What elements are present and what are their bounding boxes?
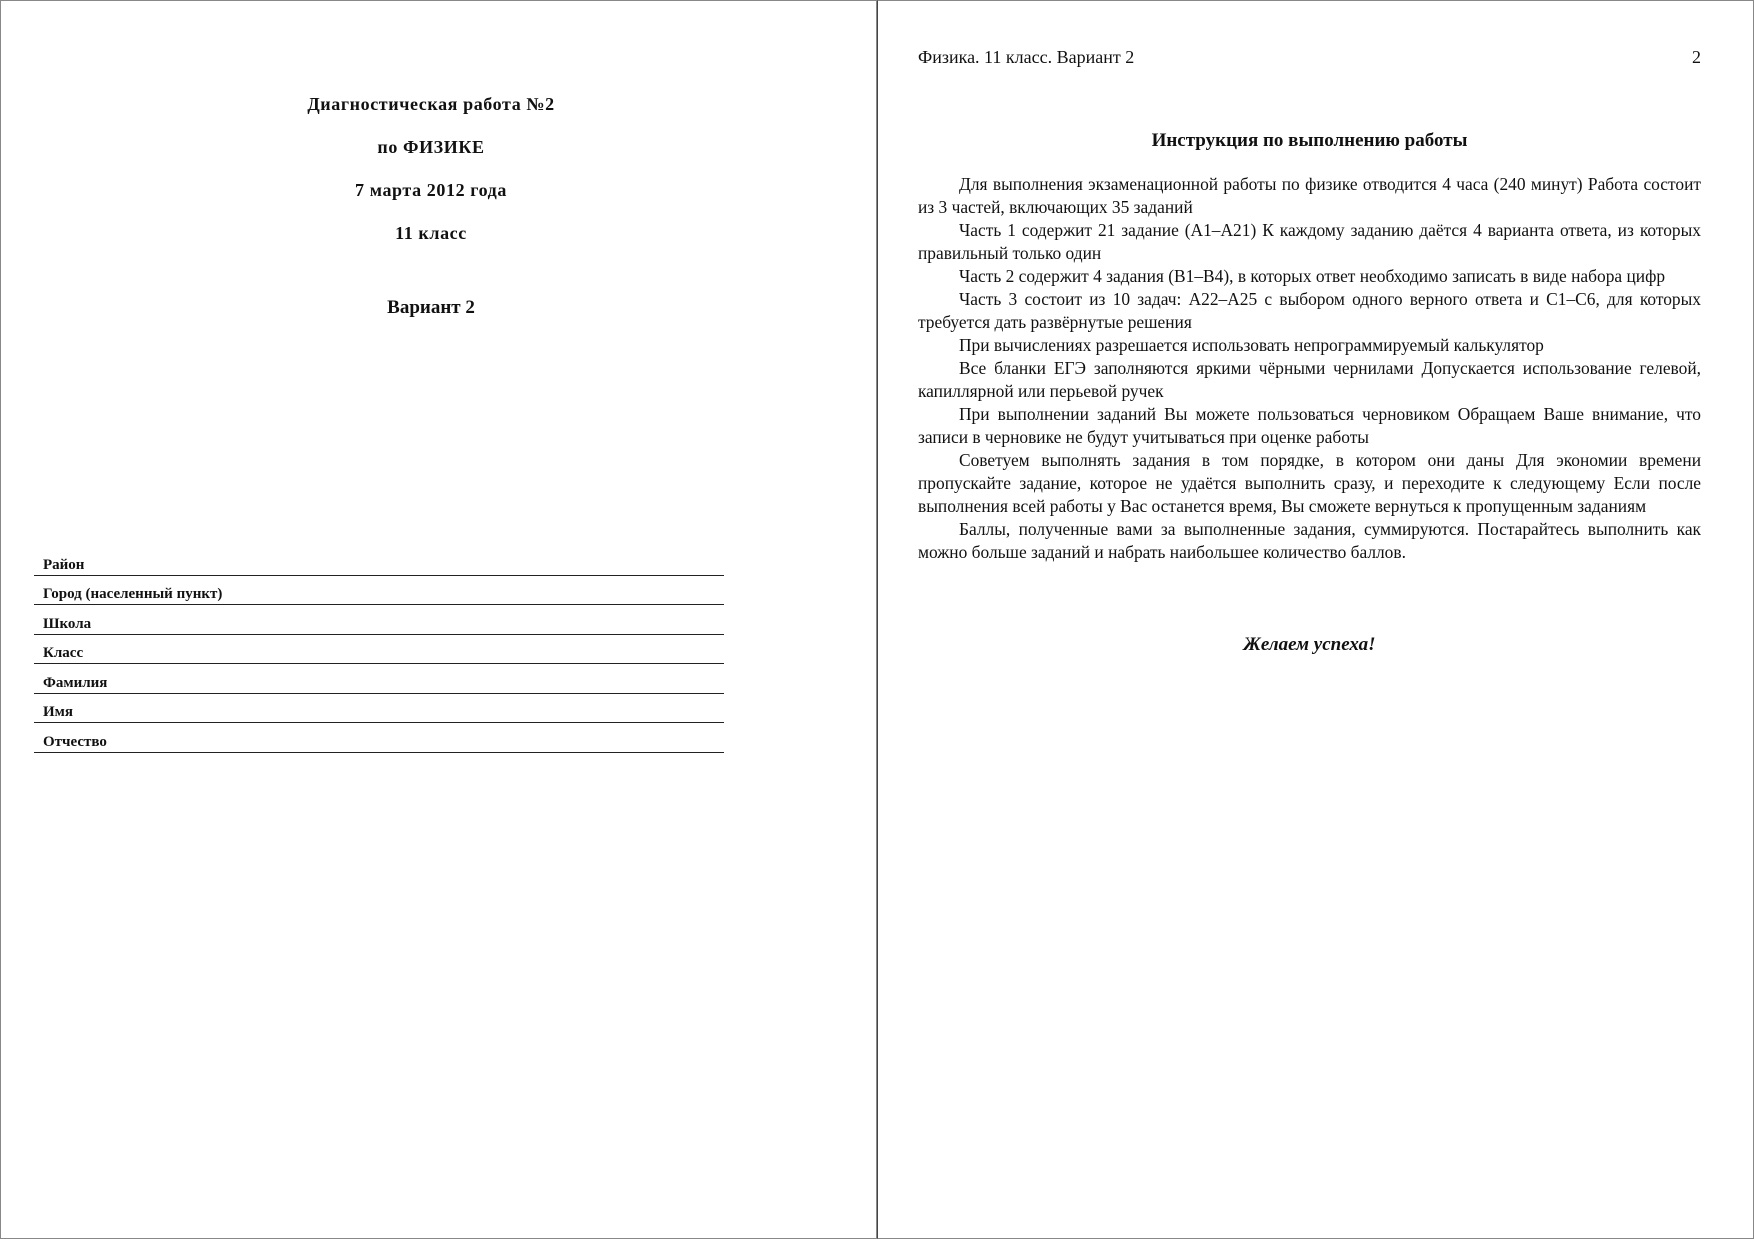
field-district[interactable] [34, 546, 724, 576]
paragraph: Для выполнения экзаменационной работы по физике отводится 4 часа (240 минут) Работа состоит из 3 частей, включающих 35 заданий [918, 174, 1701, 217]
field-patronymic[interactable] [34, 723, 724, 753]
field-label: Город (населенный пункт) [43, 586, 223, 602]
field-label: Отчество [43, 733, 107, 750]
student-info-form [34, 546, 724, 753]
paragraph: Часть 1 содержит 21 задание (А1–А21) К каждому заданию даётся 4 варианта ответа, из которых правильный только один [918, 220, 1701, 263]
field-label: Класс [43, 645, 84, 661]
field-name[interactable] [34, 694, 724, 724]
paragraph: Часть 3 состоит из 10 задач: А22–А25 с выбором одного верного ответа и С1–С6, для которых требуется дать развёрнутые решения [918, 289, 1701, 332]
header-title: Физика. 11 класс. Вариант 2 [918, 47, 1135, 67]
field-label: Имя [43, 704, 73, 720]
cover-title-block [31, 83, 831, 255]
running-header [918, 47, 1701, 68]
instructions-title: Инструкция по выполнению работы [1151, 130, 1468, 151]
instructions-page [877, 0, 1754, 1239]
cover-title: Диагностическая работа №2 [307, 94, 555, 114]
cover-date: 7 марта 2012 года [355, 180, 507, 200]
cover-grade: 11 класс [395, 223, 467, 243]
field-school[interactable] [34, 605, 724, 635]
paragraph: Баллы, полученные вами за выполненные задания, суммируются. Постарайтесь выполнить как можно больше заданий и набрать наибольшее количество баллов. [918, 519, 1701, 562]
cover-subject: по ФИЗИКЕ [377, 137, 485, 157]
instructions-body [918, 173, 1701, 564]
paragraph: Все бланки ЕГЭ заполняются яркими чёрными чернилами Допускается использование гелевой, капиллярной или перьевой ручек [918, 358, 1701, 401]
field-surname[interactable] [34, 664, 724, 694]
page-number: 2 [1692, 47, 1701, 67]
field-label: Школа [43, 615, 92, 632]
field-label: Фамилия [43, 674, 108, 691]
field-label: Район [43, 556, 85, 573]
field-class[interactable] [34, 635, 724, 665]
paragraph: При вычислениях разрешается использовать непрограммируемый калькулятор [959, 335, 1544, 355]
paragraph: Часть 2 содержит 4 задания (В1–В4), в которых ответ необходимо записать в виде набора цифр [959, 266, 1666, 286]
closing-wish: Желаем успеха! [1243, 634, 1376, 655]
paragraph: При выполнении заданий Вы можете пользоваться черновиком Обращаем Ваше внимание, что записи в черновике не будут учитываться при оценке работы [918, 404, 1701, 447]
cover-variant: Вариант 2 [387, 297, 475, 318]
paragraph: Советуем выполнять задания в том порядке, в котором они даны Для экономии времени пропускайте задание, которое не удаётся выполнить сразу, и переходите к следующему Если после выполнения всей работы у Вас останется время, Вы сможете вернуться к пропущенным заданиям [918, 450, 1701, 516]
field-city[interactable] [34, 576, 724, 606]
